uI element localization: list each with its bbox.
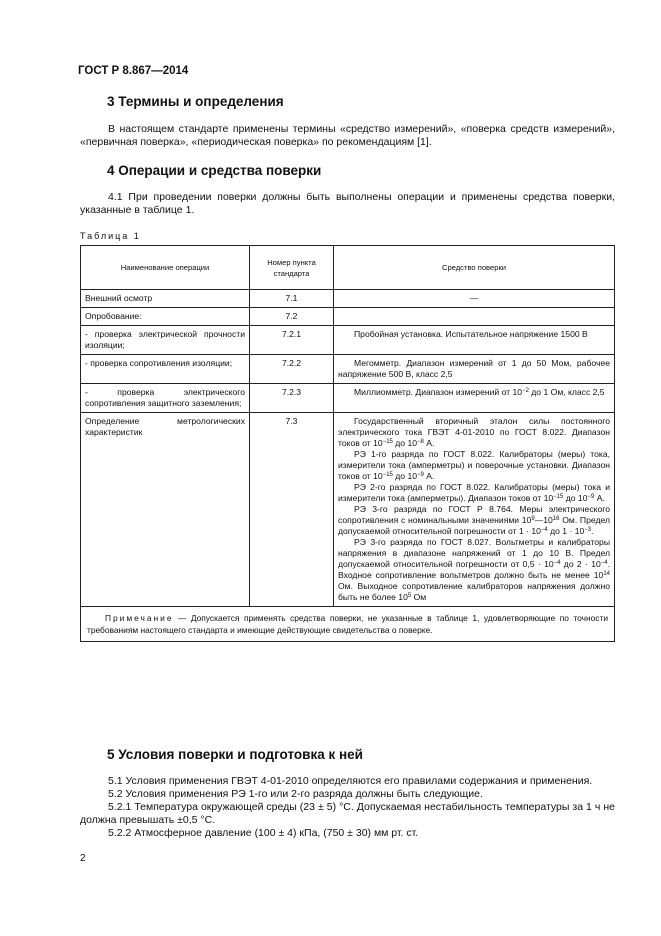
tool-paragraph: РЭ 2-го разряда по ГОСТ 8.022. Калибраторы (меры) тока и измерители тока (амперметры). Диапазон токов от $10^{-15}$ до $10^{-9}$ А. [338, 482, 610, 503]
section-5-p3: 5.2.1 Температура окружающей среды (23 ± 5) °С. Допускаемая нестабильность температуры за 1 ч не должна превышать ±0,5 °С. [80, 801, 615, 826]
table-row [81, 384, 615, 413]
section-4-title: 4 Операции и средства поверки [107, 163, 322, 178]
tool-cell: — [334, 290, 615, 308]
tool-text: Миллиомметр. Диапазон измерений от $10^{-2}$ до 1 Ом, класс 2,5 [354, 387, 605, 397]
tool-cell [334, 413, 615, 607]
clause-cell: 7.1 [250, 290, 334, 308]
operation-cell: - проверка сопротивления изоляции; [81, 355, 250, 384]
clause-cell: 7.3 [250, 413, 334, 607]
operation-cell: - проверка электрической прочности изоляции; [81, 326, 250, 355]
operation-cell: Определение метрологических характеристик [81, 413, 250, 607]
table-note-row [81, 607, 615, 642]
clause-cell: 7.2.2 [250, 355, 334, 384]
header-clause-number: Номер пункта стандарта [250, 246, 334, 290]
tool-paragraph: РЭ 1-го разряда по ГОСТ 8.022. Калибраторы (меры) тока, измерители тока (амперметры) и поверочные установки. Диапазон токов от $10^{-15}$ до $10^{-9}$ А. [338, 449, 610, 481]
table-header-row [81, 246, 615, 290]
table-row [81, 290, 615, 308]
table-row [81, 326, 615, 355]
tool-cell [334, 308, 615, 326]
tool-paragraph: Государственный вторичный эталон силы постоянного электрического тока ГВЭТ 4-01-2010 по ГОСТ 8.022. Диапазон токов от $10^{-15}$ до $10^{-8}$ А. [338, 416, 610, 448]
section-5-p2: 5.2 Условия применения РЭ 1-го или 2-го разряда должны быть следующие. [108, 788, 483, 800]
section-5-p1: 5.1 Условия применения ГВЭТ 4-01-2010 определяются его правилами содержания и применения. [108, 775, 593, 787]
operation-cell: Внешний осмотр [81, 290, 250, 308]
table-row [81, 413, 615, 607]
tool-text: Мегомметр. Диапазон измерений от 1 до 50 Мом, рабочее напряжение 500 В, класс 2,5 [338, 358, 610, 379]
note-text: — Допускается применять средства поверки, не указанные в таблице 1, удовлетворяющие по точности требованиям настоящего стандарта и имеющие действующие свидетельства о поверке. [87, 613, 609, 635]
header-operation: Наименование операции [81, 246, 250, 290]
table-1 [80, 245, 615, 642]
tool-paragraph: РЭ 3-го разряда по ГОСТ 8.027. Вольтметры и калибраторы напряжения в диапазоне напряжений от 1 до 10 В. Предел допускаемой относительной погрешности от $0,5 \cdot 10^{-4}$ до $2 \cdot 10^{-4}$. Входное сопротивление вольтметров должно быть не менее $10^{14}$ Ом. Выходное сопротивление калибраторов напряжения должно быть не более $10^5$ Ом [338, 537, 610, 602]
section-3-title: 3 Термины и определения [107, 94, 284, 109]
operation-cell: Опробование: [81, 308, 250, 326]
tool-cell [334, 355, 615, 384]
section-3-text: В настоящем стандарте применены термины «средство измерений», «поверка средств измерений», «первичная поверка», «периодическая поверка» по рекомендациям [1]. [80, 123, 615, 148]
clause-cell: 7.2.1 [250, 326, 334, 355]
table-caption: Таблица 1 [80, 231, 141, 241]
tool-text: Пробойная установка. Испытательное напряжение 1500 В [354, 329, 588, 339]
clause-cell: 7.2 [250, 308, 334, 326]
header-verification-tool: Средство поверки [334, 246, 615, 290]
table-note [81, 607, 615, 642]
tool-cell [334, 326, 615, 355]
table-row [81, 355, 615, 384]
clause-cell: 7.2.3 [250, 384, 334, 413]
tool-paragraph: РЭ 3-го разряда по ГОСТ Р 8.764. Меры электрического сопротивления с номинальными значениями $10^9—10^{16}$ Ом. Предел допускаемой относительной погрешности от $1 \cdot 10^{-4}$ до $1 \cdot 10^{-3}$. [338, 504, 610, 536]
document-header: ГОСТ Р 8.867—2014 [78, 65, 189, 77]
operation-cell: - проверка электрического сопротивления защитного заземления; [81, 384, 250, 413]
table-row [81, 308, 615, 326]
tool-cell [334, 384, 615, 413]
section-4-text: 4.1 При проведении поверки должны быть выполнены операции и применены средства поверки, указанные в таблице 1. [80, 191, 615, 216]
section-5-p4: 5.2.2 Атмосферное давление (100 ± 4) кПа, (750 ± 30) мм рт. ст. [108, 827, 419, 839]
section-5-title: 5 Условия поверки и подготовка к ней [107, 747, 363, 762]
page-number: 2 [80, 853, 86, 864]
note-label: Примечание [105, 613, 174, 623]
